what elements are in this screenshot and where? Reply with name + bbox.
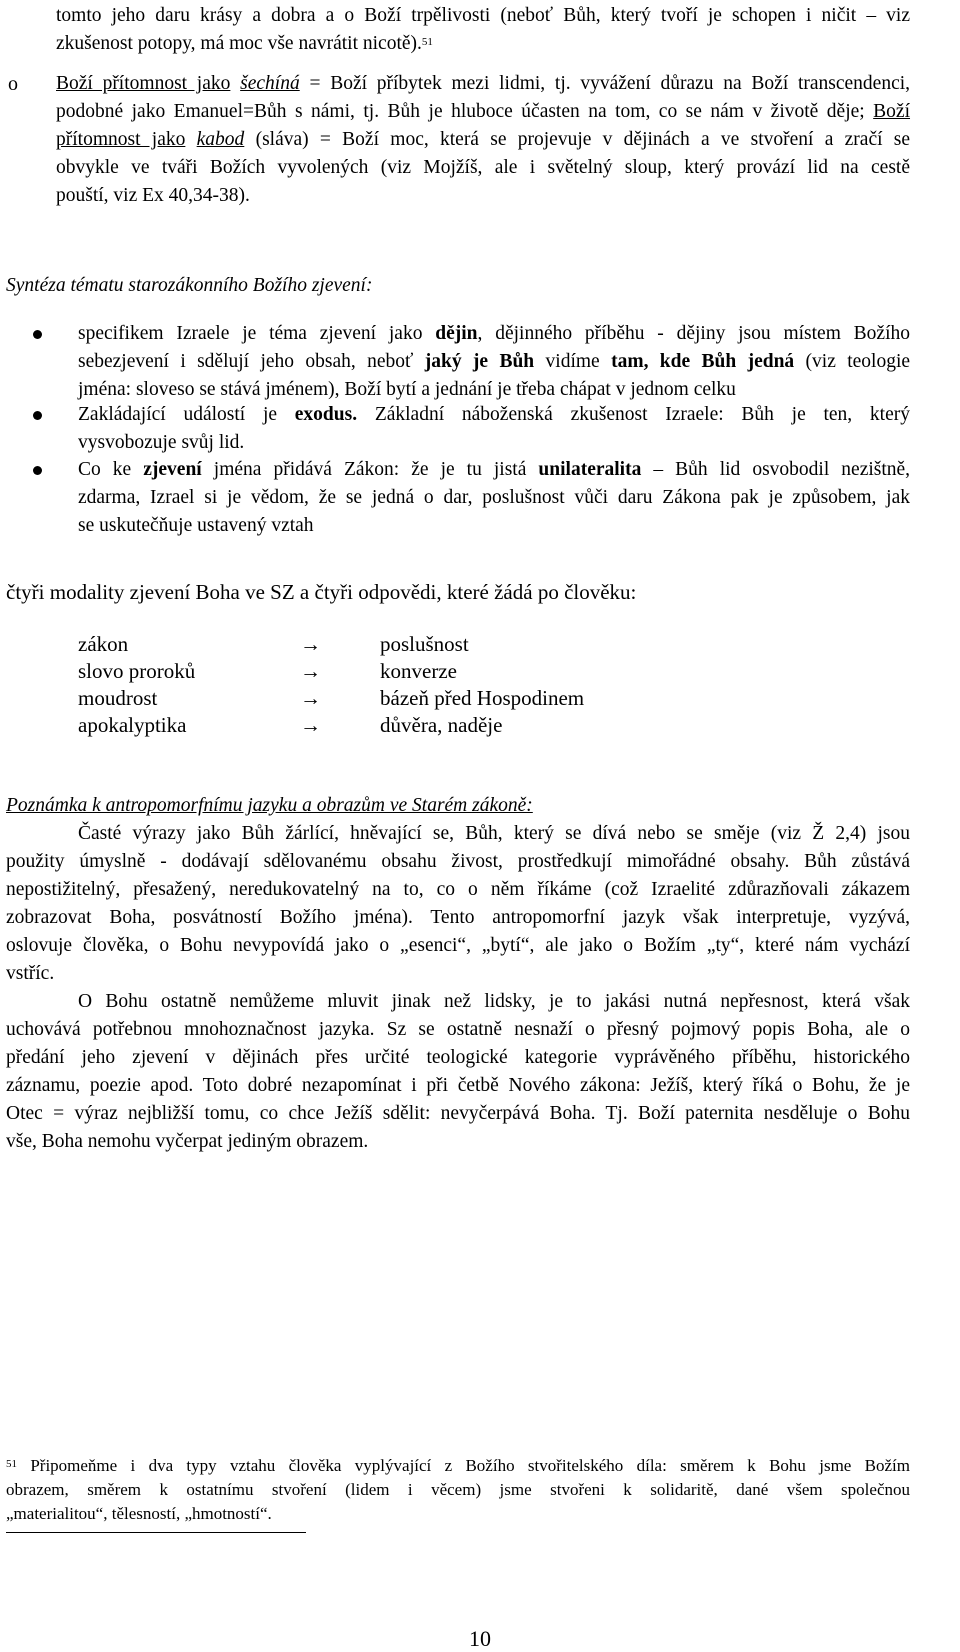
footnote-number: 51 <box>6 1458 17 1470</box>
text-span: specifikem Izraele je téma zjevení jako <box>78 323 423 344</box>
text-line: O Bohu ostatně nemůžeme mluvit jinak než lidsky, je to jakási nutná nepřesnost, která však <box>78 991 910 1012</box>
bold-term: zjevení <box>143 459 202 480</box>
bullet-icon <box>33 411 42 420</box>
modality-row <box>0 630 960 658</box>
footnote-line: obrazem, směrem k ostatnímu stvoření (lidem i věcem) jsme stvořeni k solidaritě, dané všem společnou <box>6 1480 910 1499</box>
text-line: Otec = výraz nejbližší tomu, co chce Ježíš sdělit: nevyčerpává Boha. Tj. Boží paternita nesděluje o Bohu <box>6 1103 910 1124</box>
text-span: Zakládající událostí je <box>78 404 278 425</box>
text-span: zkušenost potopy, má moc vše navrátit nicotě). <box>56 33 422 54</box>
underlined-term: Boží <box>873 101 911 122</box>
bullet-icon <box>33 466 42 475</box>
underlined-term: přítomnost jako <box>56 129 186 150</box>
text-span: (viz teologie <box>805 351 911 372</box>
note-title: Poznámka k antropomorfnímu jazyku a obrazům ve Starém zákoně: <box>6 795 533 816</box>
text-line: nepostižitelný, přesažený, neredukovatelný na to, co o něm říkáme (což Izraelité zdůrazňovali zákazem <box>6 879 910 900</box>
text-line: vysvobozuje svůj lid. <box>78 432 245 453</box>
text-span: , dějinného příběhu - dějiny jsou místem Božího <box>477 323 910 344</box>
term-kabod: kabod <box>196 129 245 150</box>
text-line: použity úmyslně - dodávají sdělovanému obsahu živost, prostředkují mimořádné obsahy. Bůh zůstává <box>6 851 910 872</box>
text-line <box>56 70 910 98</box>
text-span: Připomeňme i dva typy vztahu člověka vyplývající z Božího stvořitelského díla: směrem k Bohu jsme Božím <box>30 1456 911 1475</box>
text-line <box>78 456 910 484</box>
text-line: předání jeho zjevení v dějinách přes určité teologické kategorie vyprávěného příběhu, historického <box>6 1047 910 1068</box>
bold-term: jaký je Bůh <box>424 351 535 372</box>
footnote-separator <box>6 1532 306 1533</box>
text-span: podobné jako Emanuel=Bůh s námi, tj. Bůh je hluboce účasten na tom, co se nám v životě děje; <box>56 101 865 122</box>
text-line: zobrazovat Boha, posvátností Božího jména). Tento antropomorfní jazyk však interpretuje, vyzývá, <box>6 907 910 928</box>
text-line <box>78 320 910 348</box>
synthesis-item-3 <box>78 456 910 540</box>
footnote <box>6 1454 910 1526</box>
modality-name: zákon <box>78 632 129 656</box>
text-line: uchovává potřebnou mnohoznačnost jazyka. Sz se ostatně nesnaží o přesný pojmový popis Boha, ale o <box>6 1019 910 1040</box>
modalities-heading: čtyři modality zjevení Boha ve SZ a čtyři odpovědi, které žádá po člověku: <box>6 580 637 604</box>
text-span: sebezjevení i sdělují jeho obsah, neboť <box>78 351 414 372</box>
synthesis-title: Syntéza tématu starozákonního Božího zjevení: <box>6 275 373 296</box>
text-span: jména přidává Zákon: že je tu jistá <box>213 459 527 480</box>
modality-response: poslušnost <box>380 632 469 656</box>
bold-term: tam, kde Bůh jedná <box>611 351 795 372</box>
modality-row <box>0 657 960 685</box>
text-line: záznamu, poezie apod. Toto dobré nezapomínat i při četbě Nového zákona: Ježíš, který říká o Bohu, že je <box>6 1075 910 1096</box>
text-line: oslovuje člověka, o Bohu nevypovídá jako o „esenci“, „bytí“, ale jako o Božím „ty“, které nám vychází <box>6 935 910 956</box>
text-span: vidíme <box>545 351 600 372</box>
text-span: – Bůh lid osvobodil nezištně, <box>653 459 911 480</box>
intro-paragraph <box>56 2 910 58</box>
modality-name: moudrost <box>78 686 158 710</box>
underlined-term: Boží přítomnost jako <box>56 73 231 94</box>
text-span: Základní náboženská zkušenost Izraele: Bůh je ten, který <box>374 404 910 425</box>
text-line: jména: sloveso se stává jménem), Boží bytí a jednání je třeba chápat v jednom celku <box>78 379 736 400</box>
text-span: (sláva) = Boží moc, která se projevuje v dějinách a ve stvoření a zračí se <box>255 129 911 150</box>
modality-row <box>0 684 960 712</box>
arrow-right-icon: → <box>300 686 321 710</box>
footnote-line: „materialitou“, tělesností, „hmotností“. <box>6 1504 272 1523</box>
text-line: vstříc. <box>6 963 55 984</box>
note-paragraph-2 <box>6 988 910 1156</box>
synthesis-item-2 <box>78 401 910 457</box>
text-line: vše, Boha nemohu vyčerpat jediným obrazem. <box>6 1131 369 1152</box>
list-item-bullet-letter: o <box>8 73 18 95</box>
arrow-right-icon: → <box>300 713 321 737</box>
bold-term: unilateralita <box>538 459 642 480</box>
text-line: tomto jeho daru krásy a dobra a o Boží trpělivosti (neboť Bůh, který tvoří je schopen i ničit – viz <box>56 5 910 26</box>
text-span: Co ke <box>78 459 132 480</box>
note-paragraph-1 <box>6 820 910 988</box>
shekhina-paragraph <box>56 70 910 210</box>
bold-term: dějin <box>435 323 478 344</box>
modality-name: apokalyptika <box>78 713 187 737</box>
footnote-line <box>6 1454 910 1478</box>
arrow-right-icon: → <box>300 659 321 683</box>
text-line <box>78 401 910 429</box>
text-line: Časté výrazy jako Bůh žárlící, hněvající se, Bůh, který se dívá nebo se směje (viz Ž 2,4) jsou <box>78 823 910 844</box>
page-number: 10 <box>469 1626 491 1651</box>
text-line: obvykle ve tváři Božích vyvolených (viz Mojžíš, ale i světelný sloup, který provází lid na cestě <box>56 157 910 178</box>
arrow-right-icon: → <box>300 632 321 656</box>
modality-response: bázeň před Hospodinem <box>380 686 585 710</box>
bold-term: exodus. <box>294 404 358 425</box>
modality-response: konverze <box>380 659 457 683</box>
text-span: = Boží příbytek mezi lidmi, tj. vyvážení důrazu na Boží transcendenci, <box>309 73 911 94</box>
text-line: se uskutečňuje ustavený vztah <box>78 515 314 536</box>
synthesis-item-1 <box>78 320 910 404</box>
text-line: pouští, viz Ex 40,34-38). <box>56 185 250 206</box>
bullet-icon <box>33 330 42 339</box>
text-line <box>56 30 910 58</box>
text-line <box>78 348 910 376</box>
modality-name: slovo proroků <box>78 659 196 683</box>
text-line: zdarma, Izrael si je vědom, že se jedná o dar, poslušnost vůči daru Zákona pak je způsobem, jak <box>78 487 910 508</box>
text-line <box>56 98 910 126</box>
term-shekhina: šechíná <box>240 73 300 94</box>
modality-row <box>0 711 960 739</box>
modality-response: důvěra, naděje <box>380 713 503 737</box>
text-line <box>56 126 910 154</box>
footnote-reference[interactable]: 51 <box>421 36 433 48</box>
